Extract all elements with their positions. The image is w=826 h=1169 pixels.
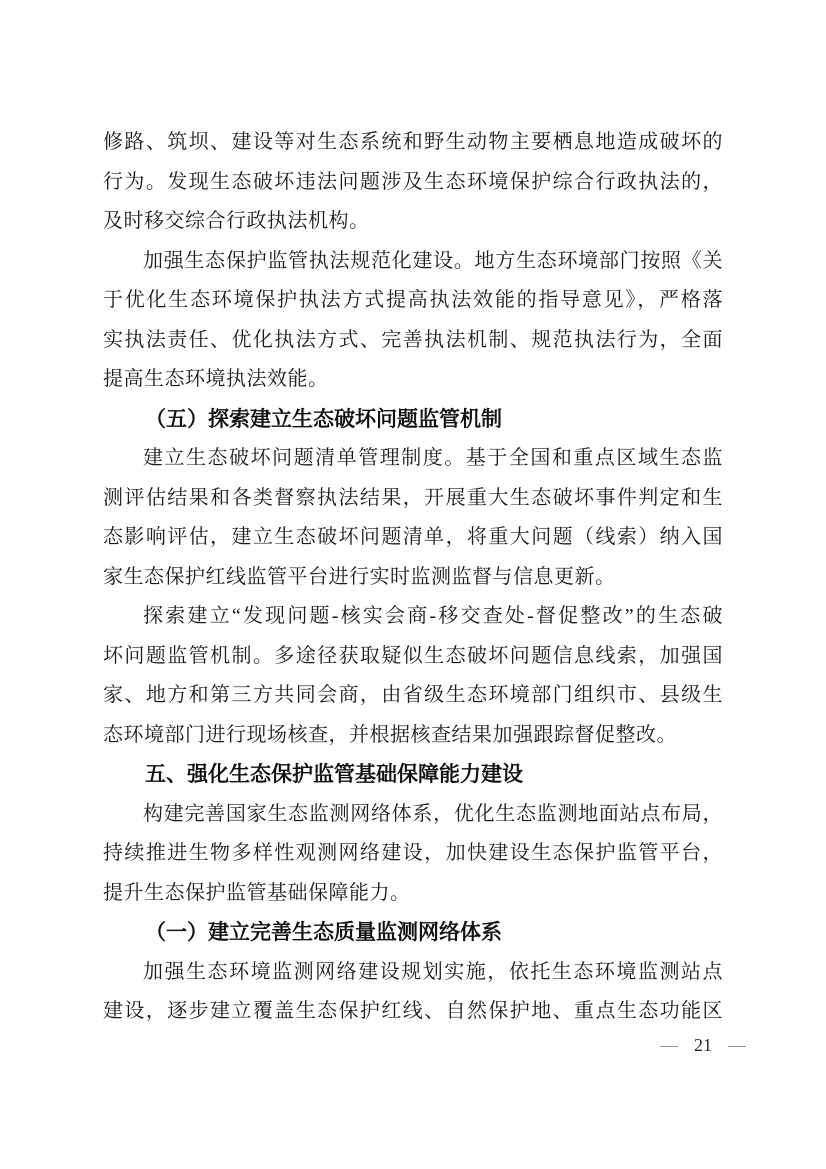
footer-dash-right: — — [728, 1035, 746, 1055]
page-number: 21 — [694, 1035, 712, 1055]
body-text-line: 探索建立“发现问题-核实会商-移交查处-督促整改”的生态破 — [143, 605, 723, 627]
body-text-line: 于优化生态环境保护执法方式提高执法效能的指导意见》，严格落 — [103, 289, 723, 311]
body-text-line: 实执法责任、优化执法方式、完善执法机制、规范执法行为，全面 — [103, 328, 723, 351]
body-text-line: 态环境部门进行现场核查，并根据核查结果加强跟踪督促整改。 — [103, 723, 677, 746]
body-text-line: 及时移交综合行政执法机构。 — [103, 210, 370, 232]
body-text-line: 加强生态环境监测网络建设规划实施，依托生态环境监测站点 — [143, 960, 723, 983]
body-text-line: 构建完善国家生态监测网络体系，优化生态监测地面站点布局， — [143, 802, 723, 825]
body-text-line: 提高生态环境执法效能。 — [103, 368, 329, 390]
body-text-line: 态影响评估，建立生态破坏问题清单，将重大问题（线索）纳入国 — [103, 526, 723, 548]
section-heading-five: 五、强化生态保护监管基础保障能力建设 — [145, 763, 523, 786]
page-footer — [658, 1032, 748, 1058]
body-text-line: 建设，逐步建立覆盖生态保护红线、自然保护地、重点生态功能区 — [103, 1000, 723, 1022]
body-text-line: 家生态保护红线监管平台进行实时监测监督与信息更新。 — [103, 565, 616, 588]
page-body — [103, 123, 723, 1032]
body-text-line: 提升生态保护监管基础保障能力。 — [103, 881, 411, 904]
subsection-heading-wu: （五）探索建立生态破坏问题监管机制 — [145, 406, 502, 431]
footer-dash-left: — — [660, 1035, 678, 1055]
body-text-line: 持续推进生物多样性观测网络建设，加快建设生态保护监管平台， — [103, 842, 723, 864]
subsection-heading-yi: （一）建立完善生态质量监测网络体系 — [145, 920, 502, 944]
body-text-line: 测评估结果和各类督察执法结果，开展重大生态破坏事件判定和生 — [103, 486, 723, 509]
body-text-line: 坏问题监管机制。多途径获取疑似生态破坏问题信息线索，加强国 — [103, 644, 723, 667]
body-text-line: 建立生态破坏问题清单管理制度。基于全国和重点区域生态监 — [143, 447, 723, 469]
body-text-line: 修路、筑坝、建设等对生态系统和野生动物主要栖息地造成破坏的 — [103, 131, 723, 153]
body-text-line: 行为。发现生态破坏违法问题涉及生态环境保护综合行政执法的， — [103, 170, 723, 193]
body-text-line: 家、地方和第三方共同会商，由省级生态环境部门组织市、县级生 — [103, 684, 723, 706]
body-text-line: 加强生态保护监管执法规范化建设。地方生态环境部门按照《关 — [143, 249, 723, 272]
